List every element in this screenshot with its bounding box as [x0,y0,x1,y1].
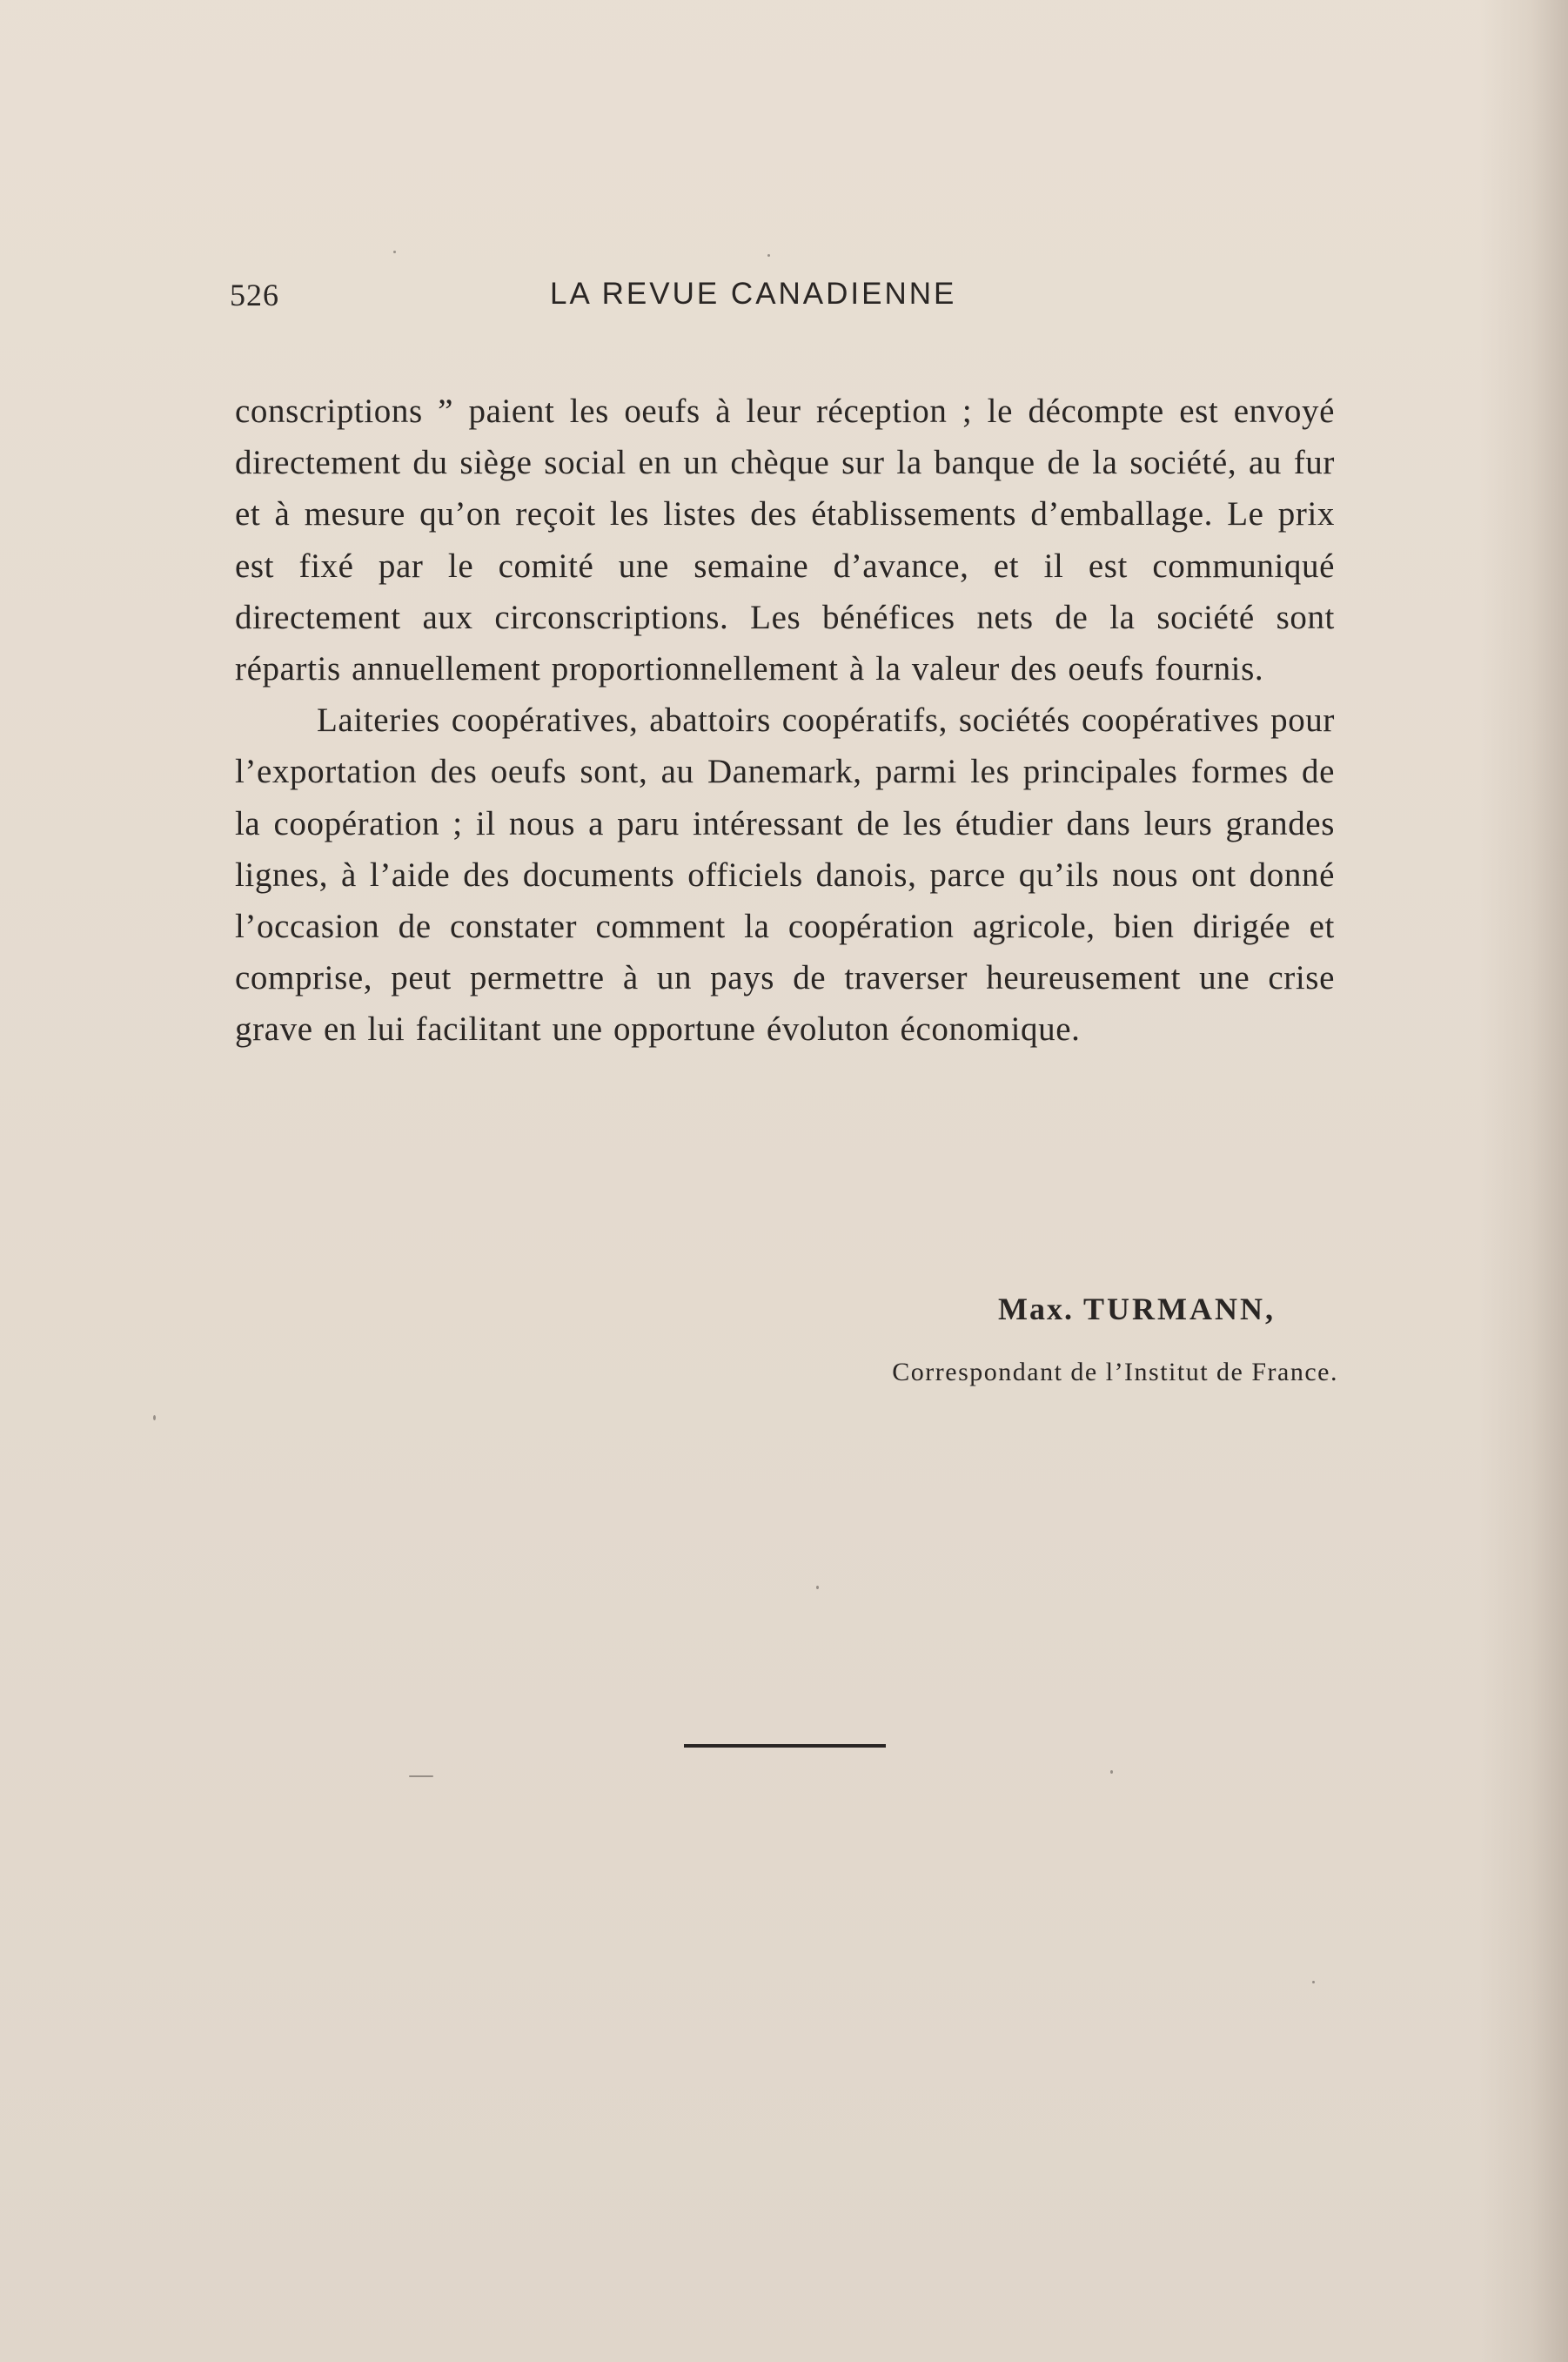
page-number: 526 [230,278,279,312]
author-signature [998,1291,1276,1327]
paper-speck [1110,1770,1113,1774]
end-rule [684,1744,886,1748]
author-surname: TURMANN, [1083,1292,1276,1326]
paper-speck [767,254,770,257]
paper-speck [393,251,396,253]
paragraph-conclusion: Laiteries coopératives, abattoirs coopératifs, sociétés coopératives pour l’exportation des oeufs sont, au Danemark, parmi les principales formes de la coopération ; il nous a paru intéressant de les étudier dans leurs grandes lignes, à l’aide des documents officiels danois, parce qu’ils nous ont donné l’occasion de constater comment la coopération agricole, bien dirigée et comprise, peut permettre à un pays de traverser heureusement une crise grave en lui facilitant une opportune évoluton économique. [235,701,1335,1049]
author-affiliation: Correspondant de l’Institut de France. [892,1358,1338,1386]
paragraph-continued: conscriptions ” paient les oeufs à leur réception ; le décompte est envoyé directement du siège social en un chèque sur la banque de la société, au fur et à mesure qu’on reçoit les listes des établissements d’emballage. Le prix est fixé par le comité une semaine d’avance, et il est communiqué directement aux circonscriptions. Les bénéfices nets de la société sont répartis annuellement proportionnellement à la valeur des oeufs fournis. [235,393,1335,688]
paper-speck [1312,1981,1315,1983]
paper-speck [816,1586,819,1589]
author-first-name: Max. [998,1292,1075,1326]
running-title: LA REVUE CANADIENNE [550,277,957,311]
body-text [235,386,1335,1056]
paper-speck [409,1775,433,1777]
paper-speck [153,1415,156,1420]
page-header [230,277,1335,320]
